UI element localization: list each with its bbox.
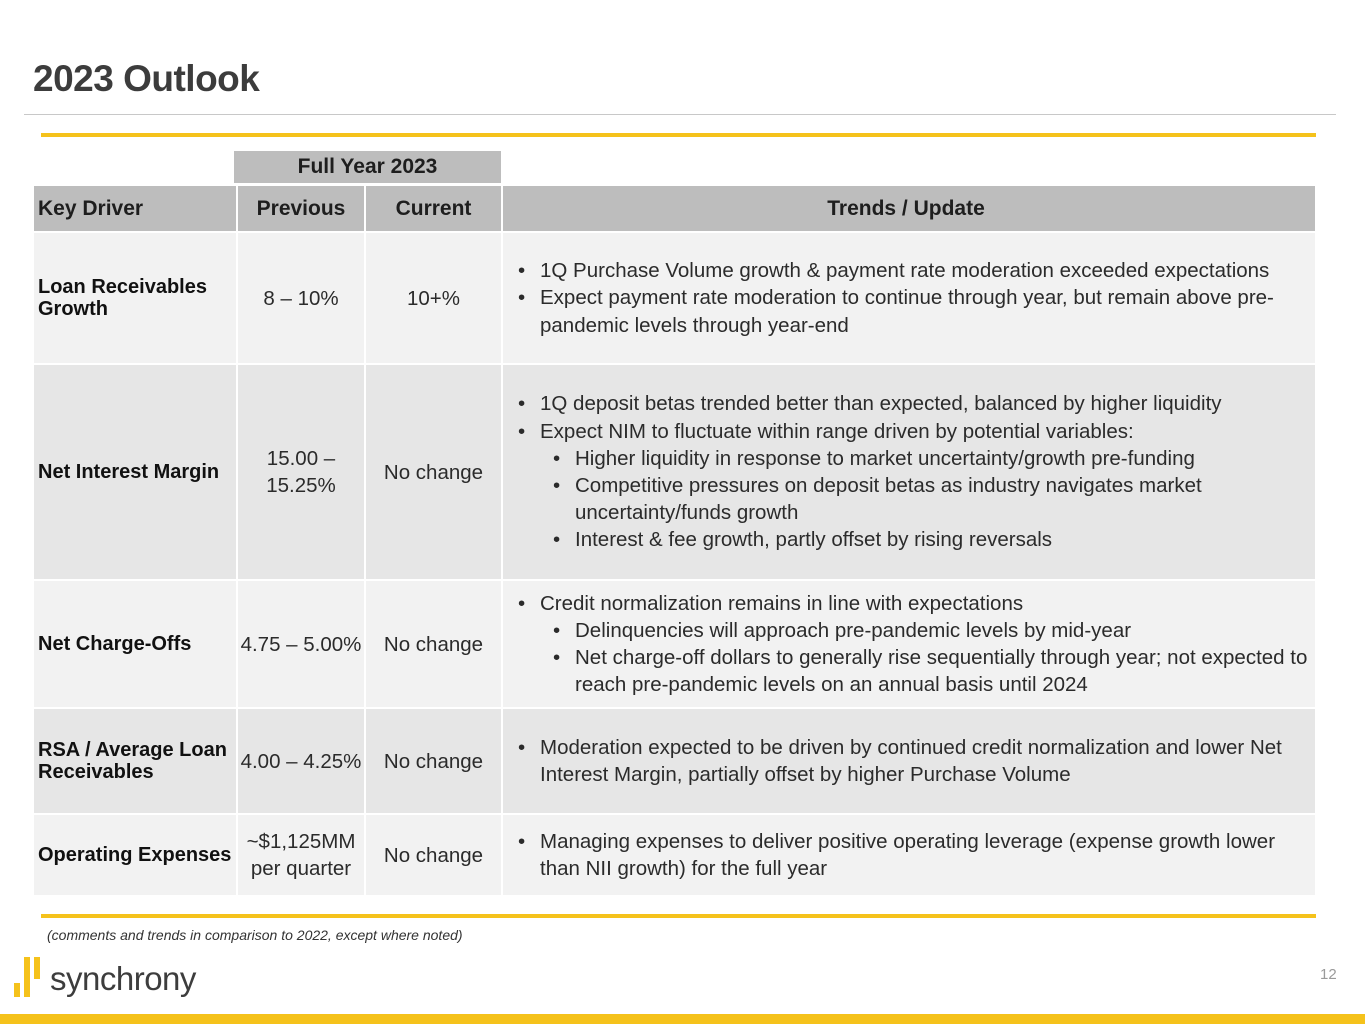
page-title: 2023 Outlook [33,58,260,99]
current-value: No change [383,632,484,656]
table-row [34,581,1315,707]
logo-wordmark: synchrony [50,960,196,997]
trend-sub-bullet: • Interest & fee growth, partly offset by rising reversals [550,526,1309,553]
trend-bullet: • Credit normalization remains in line with expectations [515,590,1309,617]
title-divider [24,114,1336,115]
synchrony-logo [14,957,196,997]
trend-bullet: • 1Q deposit betas trended better than expected, balanced by higher liquidity [515,390,1309,417]
trend-bullet: • Expect NIM to fluctuate within range driven by potential variables: [515,418,1309,445]
outlook-table [34,186,1315,897]
key-driver-label: Net Charge-Offs [38,633,192,655]
table-row [34,815,1315,895]
previous-value: ~$1,125MM per quarter [246,830,356,880]
current-value: 10+% [406,286,460,310]
bottom-brand-bar [0,1014,1365,1024]
previous-value: 8 – 10% [263,286,339,310]
trend-bullets [515,734,1309,788]
top-accent-rule [41,133,1316,137]
table-row [34,365,1315,579]
header-trends: Trends / Update [503,186,1315,231]
key-driver-label: Net Interest Margin [38,461,220,483]
trend-bullet: • 1Q Purchase Volume growth & payment rate moderation exceeded expectations [515,257,1309,284]
current-value: No change [383,749,484,773]
trend-bullets [515,590,1309,699]
full-year-header: Full Year 2023 [234,151,501,183]
table-row [34,709,1315,813]
key-driver-label: Operating Expenses [38,844,232,866]
current-value: No change [383,460,484,484]
key-driver-label: Loan Receivables Growth [38,276,207,320]
trend-sub-bullet: • Competitive pressures on deposit betas as industry navigates market uncertainty/funds growth [550,472,1309,526]
header-key-driver: Key Driver [34,186,238,231]
footnote: (comments and trends in comparison to 2022, except where noted) [47,927,463,943]
trend-bullets [515,390,1309,553]
trend-sub-bullet: • Higher liquidity in response to market uncertainty/growth pre-funding [550,445,1309,472]
previous-value: 4.00 – 4.25% [240,749,362,773]
header-current: Current [366,186,503,231]
table-row [34,233,1315,363]
header-previous: Previous [238,186,366,231]
trend-bullet: • Expect payment rate moderation to continue through year, but remain above pre-pandemic levels through year-end [515,284,1309,338]
page-number: 12 [1320,966,1337,983]
bottom-accent-rule [41,914,1316,918]
table-header-row [34,186,1315,231]
trend-bullets [515,828,1309,882]
trend-bullets [515,257,1309,339]
logo-bars-icon [14,957,44,997]
trend-sub-bullet: • Delinquencies will approach pre-pandemic levels by mid-year [550,617,1309,644]
trend-sub-bullet: • Net charge-off dollars to generally rise sequentially through year; not expected to reach pre-pandemic levels on an annual basis until 2024 [550,644,1309,698]
previous-value: 15.00 – 15.25% [266,447,336,497]
trend-bullet: • Managing expenses to deliver positive operating leverage (expense growth lower than NII growth) for the full year [515,828,1309,882]
key-driver-label: RSA / Average Loan Receivables [38,739,227,783]
trend-bullet: • Moderation expected to be driven by continued credit normalization and lower Net Interest Margin, partially offset by higher Purchase Volume [515,734,1309,788]
current-value: No change [383,843,484,867]
previous-value: 4.75 – 5.00% [240,632,362,656]
